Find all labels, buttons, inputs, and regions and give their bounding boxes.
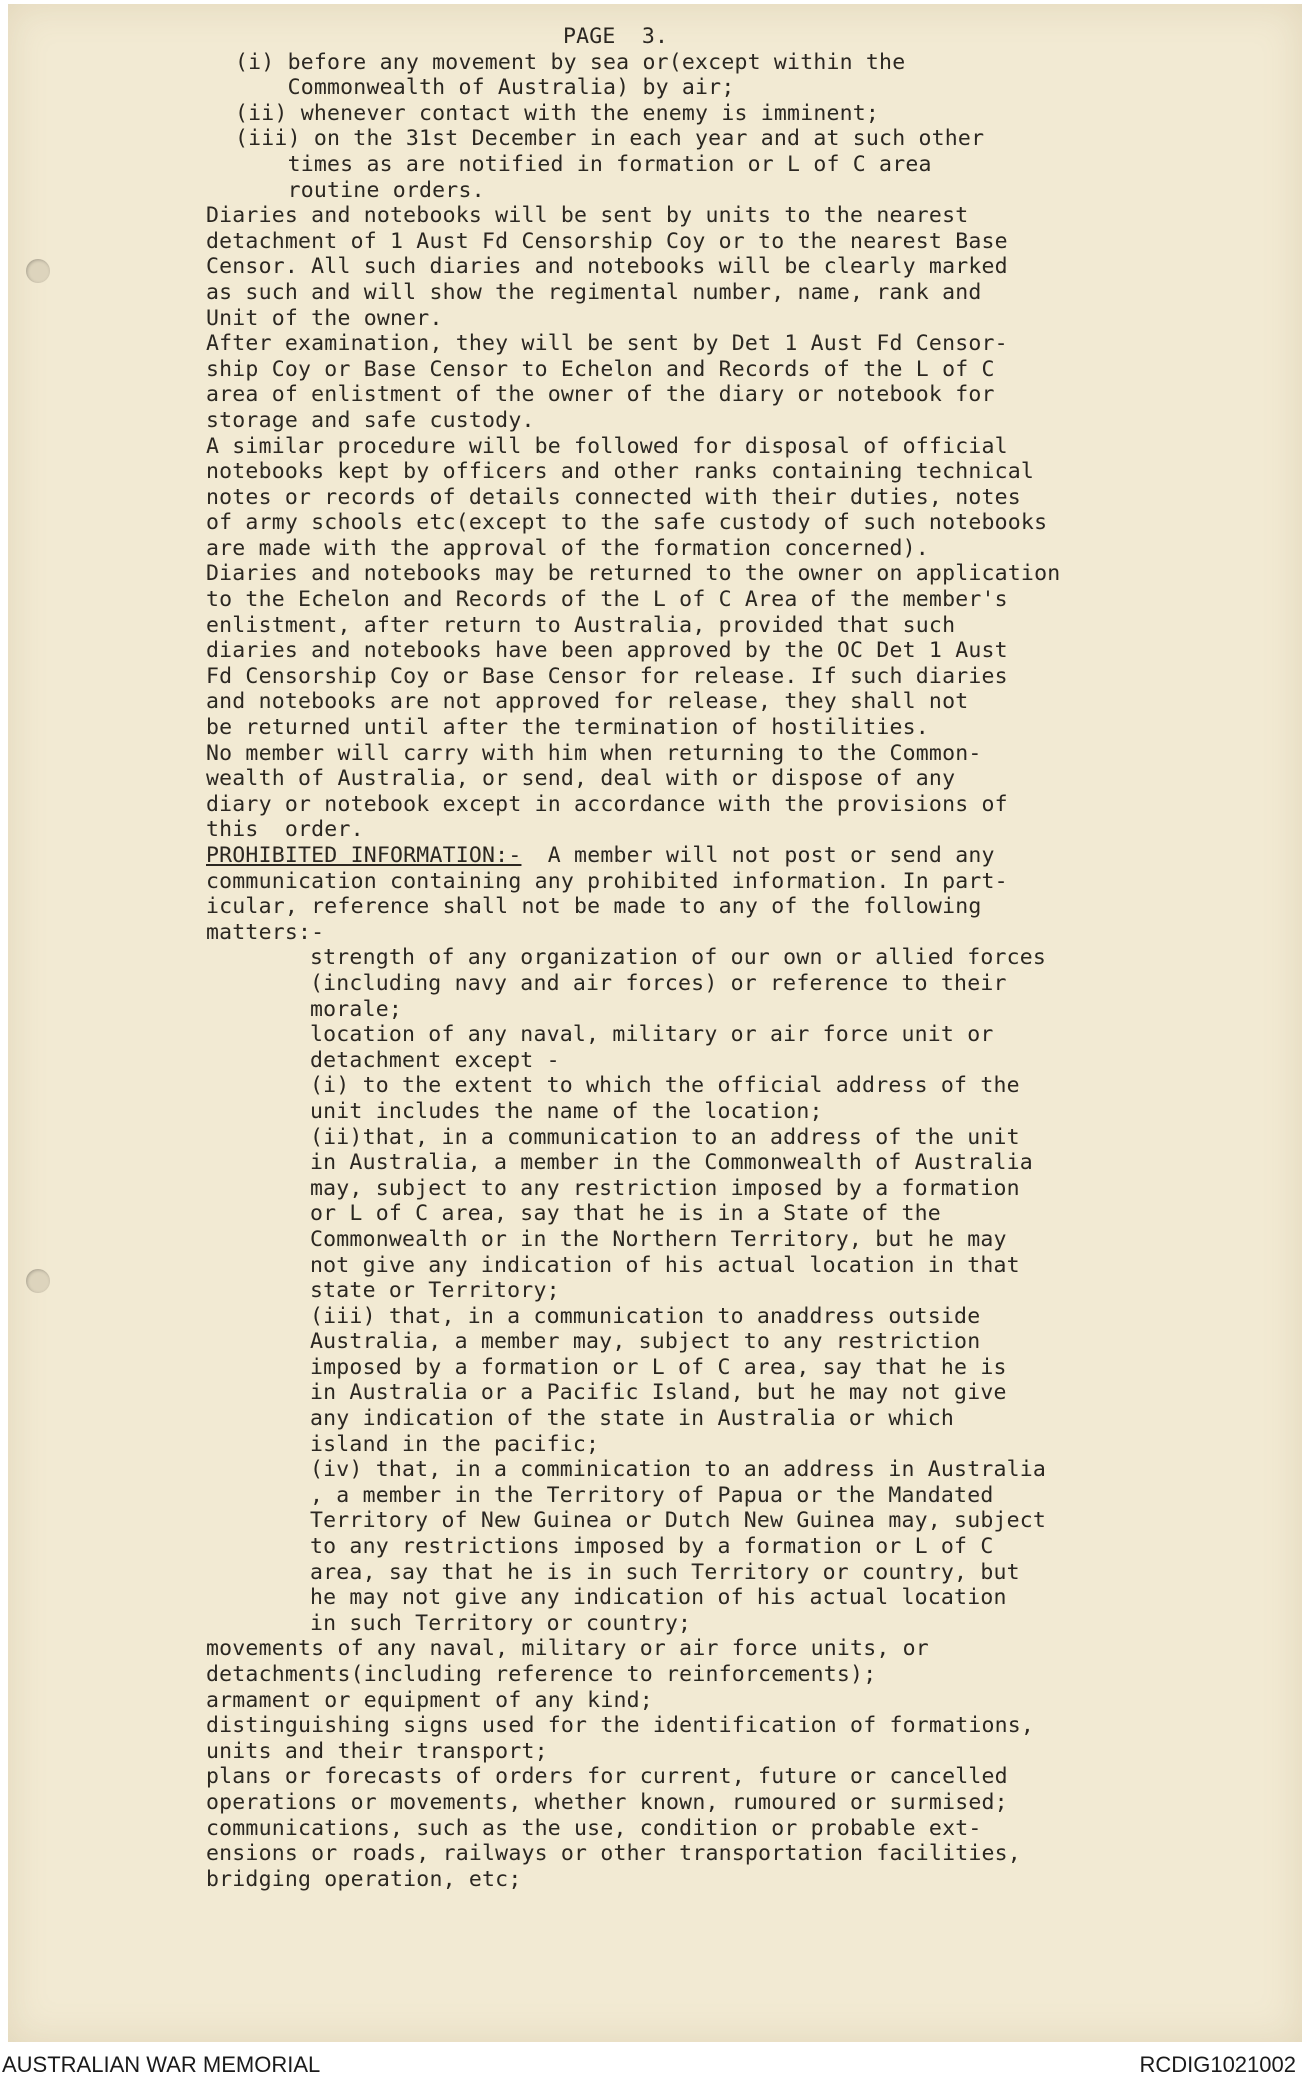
typed-document [200,24,1200,1892]
paragraph-line: No member will carry with him when returning to the Common- [206,740,982,766]
indented-line: in Australia, a member in the Commonwealth of Australia [310,1150,1033,1176]
paragraph-line: diaries and notebooks have been approved by the OC Det 1 Aust [206,638,1008,664]
paragraph-line: operations or movements, whether known, rumoured or surmised; [206,1789,1008,1815]
paragraph-line: of army schools etc(except to the safe custody of such notebooks [206,510,1048,536]
paragraph-line: storage and safe custody. [206,407,535,433]
indented-line: he may not give any indication of his actual location [310,1585,1007,1611]
indented-line: to any restrictions imposed by a formation or L of C [310,1534,994,1560]
indented-line: (iv) that, in a comminication to an address in Australia [310,1457,1047,1483]
paragraph-line: Fd Censorship Coy or Base Censor for release. If such diaries [206,663,1008,689]
paragraph-line: notes or records of details connected with their duties, notes [206,484,1021,510]
list-item: (i) before any movement by sea or(except within the [235,49,906,75]
indented-line: unit includes the name of the location; [310,1098,823,1124]
paragraph-line: this order. [206,817,364,843]
paragraph-line: are made with the approval of the formation concerned). [206,535,929,561]
archive-reference-id: RCDIG1021002 [1139,2052,1296,2077]
paragraph-line: A similar procedure will be followed for disposal of official [206,433,1008,459]
paragraph-line: area of enlistment of the owner of the diary or notebook for [206,382,995,408]
indented-line: not give any indication of his actual location in that [310,1252,1020,1278]
paragraph-line: units and their transport; [206,1738,548,1764]
paragraph-line: Censor. All such diaries and notebooks will be clearly marked [206,254,1008,280]
paragraph-line: Diaries and notebooks will be sent by units to the nearest [206,203,969,229]
indented-line: (including navy and air forces) or reference to their [310,970,1007,996]
list-item: routine orders. [235,177,485,203]
page-heading: PAGE 3. [563,24,669,49]
paragraph-line: diary or notebook except in accordance with the provisions of [206,791,1008,817]
indented-line: island in the pacific; [310,1431,600,1457]
indented-line: Territory of New Guinea or Dutch New Guinea may, subject [310,1508,1047,1534]
paragraph-line: communications, such as the use, condition or probable ext- [206,1815,982,1841]
list-item: (iii) on the 31st December in each year and at such other [235,126,985,152]
archive-footer [0,2046,1302,2082]
paragraph-line: Unit of the owner. [206,305,443,331]
prohibited-intro-text: A member will not post or send any [521,843,995,868]
indented-line: area, say that he is in such Territory or country, but [310,1559,1020,1585]
paragraph-line: matters:- [206,919,325,945]
paragraph-line: ship Coy or Base Censor to Echelon and Records of the L of C [206,356,995,382]
indented-line: imposed by a formation or L of C area, say that he is [310,1354,1007,1380]
list-item: times as are notified in formation or L of C area [235,151,932,177]
paragraph-line: After examination, they will be sent by Det 1 Aust Fd Censor- [206,331,1008,357]
indented-line: morale; [310,996,403,1022]
paragraph-line: notebooks kept by officers and other ranks containing technical [206,459,1035,485]
punch-hole [26,1269,50,1293]
paragraph-line: as such and will show the regimental number, name, rank and [206,279,982,305]
indented-line: , a member in the Territory of Papua or the Mandated [310,1482,994,1508]
indented-line: or L of C area, say that he is in a State of the [310,1201,941,1227]
indented-line: Australia, a member may, subject to any restriction [310,1329,981,1355]
paragraph-line: ensions or roads, railways or other transportation facilities, [206,1841,1021,1867]
indented-line: strength of any organization of our own or allied forces [310,945,1047,971]
paragraph-line: icular, reference shall not be made to any of the following [206,894,982,920]
indented-line: (ii)that, in a communication to an address of the unit [310,1124,1020,1150]
indented-line: in such Territory or country; [310,1610,692,1636]
paragraph-line: to the Echelon and Records of the L of C Area of the member's [206,587,1008,613]
list-item: Commonwealth of Australia) by air; [235,75,735,101]
paragraph-line: Diaries and notebooks may be returned to the owner on application [206,561,1061,587]
paragraph-line: detachment of 1 Aust Fd Censorship Coy or to the nearest Base [206,228,1008,254]
indented-line: (i) to the extent to which the official address of the [310,1073,1020,1099]
paragraph-line: plans or forecasts of orders for current, future or cancelled [206,1764,1008,1790]
paragraph-line: wealth of Australia, or send, deal with or dispose of any [206,766,956,792]
indented-line: detachment except - [310,1047,560,1073]
punch-hole [26,259,50,283]
indented-line: state or Territory; [310,1278,560,1304]
archive-name: AUSTRALIAN WAR MEMORIAL [2,2052,321,2077]
indented-line: any indication of the state in Australia or which [310,1406,955,1432]
paragraph-line: bridging operation, etc; [206,1866,522,1892]
paragraph-line: armament or equipment of any kind; [206,1687,653,1713]
paragraph-line: enlistment, after return to Australia, provided that such [206,612,956,638]
list-item: (ii) whenever contact with the enemy is imminent; [235,100,880,126]
paragraph-line: and notebooks are not approved for release, they shall not [206,689,969,715]
paragraph-line: be returned until after the termination of hostilities. [206,715,929,741]
indented-line: location of any naval, military or air force unit or [310,1022,994,1048]
paragraph-line: distinguishing signs used for the identification of formations, [206,1713,1035,1739]
paragraph-line: communication containing any prohibited information. In part- [206,868,1008,894]
indented-line: in Australia or a Pacific Island, but he may not give [310,1380,1007,1406]
prohibited-heading: PROHIBITED INFORMATION:- [206,843,522,868]
prohibited-intro-line [200,843,1200,869]
indented-line: may, subject to any restriction imposed by a formation [310,1175,1020,1201]
paragraph-line: movements of any naval, military or air force units, or [206,1636,929,1662]
paragraph-line: detachments(including reference to reinforcements); [206,1662,877,1687]
indented-line: Commonwealth or in the Northern Territory, but he may [310,1226,1007,1252]
indented-line: (iii) that, in a communication to anaddress outside [310,1303,981,1329]
